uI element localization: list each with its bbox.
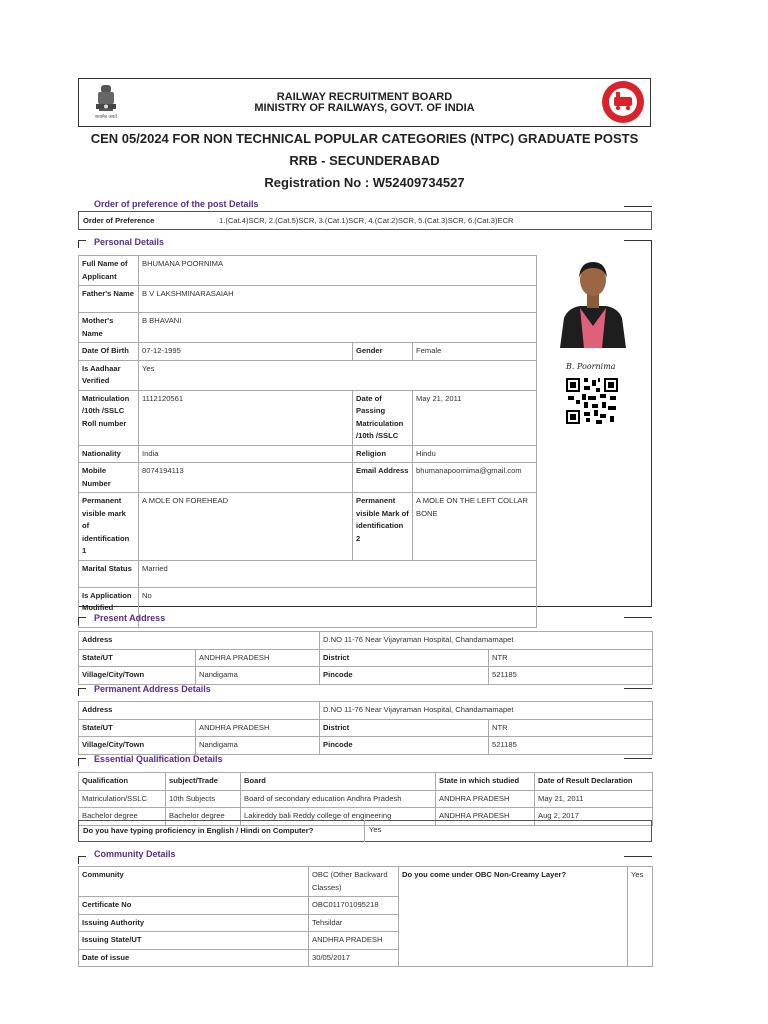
result-date-cell: May 21, 2011 <box>535 790 653 808</box>
aadhaar-value: Yes <box>139 360 537 390</box>
certificate-label: Certificate No <box>79 897 309 915</box>
applicant-signature: B. Poornima <box>566 362 616 371</box>
section-rule <box>624 688 652 689</box>
community-label: Community <box>79 867 309 897</box>
gender-value: Female <box>413 343 537 361</box>
permanent-state-value: ANDHRA PRADESH <box>196 719 320 737</box>
permanent-pincode-value: 521185 <box>489 737 653 755</box>
qualification-cell: Bachelor degree <box>79 808 166 826</box>
modified-value: No <box>139 587 537 627</box>
matric-roll-label: Matriculation /10th /SSLC Roll number <box>79 390 139 445</box>
section-bracket <box>78 856 79 864</box>
section-rule <box>624 617 652 618</box>
authority-label: Issuing Authority <box>79 914 309 932</box>
subject-cell: 10th Subjects <box>166 790 241 808</box>
result-date-cell: Aug 2, 2017 <box>535 808 653 826</box>
present-pincode-label: Pincode <box>320 667 489 685</box>
present-address-value: D.NO 11-76 Near Vijayraman Hospital, Chandamamapet <box>320 632 653 650</box>
preference-section-title: Order of preference of the post Details <box>94 199 259 209</box>
typing-label: Do you have typing proficiency in English / Hindi on Computer? <box>83 826 314 835</box>
qr-code-icon <box>566 378 618 424</box>
certificate-value: OBC011701095218 <box>309 897 399 915</box>
board-cell: Lakireddy bali Reddy college of engineering <box>241 808 436 826</box>
section-rule <box>624 856 652 857</box>
board-cell: Board of secondary education Andhra Pradesh <box>241 790 436 808</box>
mark1-value: A MOLE ON FOREHEAD <box>139 493 353 561</box>
cell-divider <box>364 820 365 842</box>
typing-value: Yes <box>369 825 382 834</box>
religion-label: Religion <box>353 445 413 463</box>
permanent-address-table <box>78 701 653 755</box>
section-bracket <box>78 240 79 248</box>
subject-header: subject/Trade <box>166 773 241 791</box>
passing-date-value: May 21, 2011 <box>413 390 537 445</box>
aadhaar-label: Is Aadhaar Verified <box>79 360 139 390</box>
present-district-label: District <box>320 649 489 667</box>
present-district-value: NTR <box>489 649 653 667</box>
religion-value: Hindu <box>413 445 537 463</box>
issuing-state-value: ANDHRA PRADESH <box>309 932 399 950</box>
ministry-name: MINISTRY OF RAILWAYS, GOVT. OF INDIA <box>254 102 475 114</box>
permanent-village-label: Village/City/Town <box>79 737 196 755</box>
state-cell: ANDHRA PRADESH <box>436 790 535 808</box>
present-village-value: Nandigama <box>196 667 320 685</box>
permanent-address-label: Address <box>79 702 320 720</box>
marital-label: Marital Status <box>79 560 139 587</box>
passing-date-label: Date of Passing Matriculation /10th /SSLC <box>353 390 413 445</box>
table-row <box>79 790 653 808</box>
section-rule <box>624 240 652 241</box>
permanent-district-label: District <box>320 719 489 737</box>
issuing-state-label: Issuing State/UT <box>79 932 309 950</box>
section-bracket <box>78 688 79 696</box>
section-rule <box>78 617 86 618</box>
section-border-right <box>651 240 652 607</box>
board-header: Board <box>241 773 436 791</box>
emblem-caption: सत्यमेव जयते <box>95 114 117 119</box>
permanent-village-value: Nandigama <box>196 737 320 755</box>
full-name-value: BHUMANA POORNIMA <box>139 256 537 286</box>
nationality-label: Nationality <box>79 445 139 463</box>
mother-name-label: Mother's Name <box>79 313 139 343</box>
community-value: OBC (Other Backward Classes) <box>309 867 399 897</box>
authority-value: Tehsildar <box>309 914 399 932</box>
result-date-header: Date of Result Declaration <box>535 773 653 791</box>
email-label: Email Address <box>353 463 413 493</box>
mobile-label: Mobile Number <box>79 463 139 493</box>
ncl-value: Yes <box>628 867 653 967</box>
dob-value: 07-12-1995 <box>139 343 353 361</box>
preference-label: Order of Preference <box>83 216 155 225</box>
mobile-value: 8074194113 <box>139 463 353 493</box>
state-cell: ANDHRA PRADESH <box>436 808 535 826</box>
present-address-section-title: Present Address <box>94 613 166 623</box>
preference-value: 1.(Cat.4)SCR, 2.(Cat.5)SCR, 3.(Cat.1)SCR, 4.(Cat.2)SCR, 5.(Cat.3)SCR, 6.(Cat.3)ECR <box>219 216 514 225</box>
section-rule <box>624 758 652 759</box>
section-bracket <box>78 617 79 625</box>
issue-date-value: 30/05/2017 <box>309 949 399 967</box>
email-value: bhumanapoornima@gmail.com <box>413 463 537 493</box>
applicant-photo <box>556 256 630 348</box>
permanent-state-label: State/UT <box>79 719 196 737</box>
subject-cell: Bachelor degree <box>166 808 241 826</box>
cen-title: CEN 05/2024 FOR NON TECHNICAL POPULAR CATEGORIES (NTPC) GRADUATE POSTS <box>90 131 639 146</box>
section-rule <box>624 206 652 207</box>
mark1-label: Permanent visible mark of identification 1 <box>79 493 139 561</box>
present-village-label: Village/City/Town <box>79 667 196 685</box>
present-state-label: State/UT <box>79 649 196 667</box>
present-address-label: Address <box>79 632 320 650</box>
matric-roll-value: 1112120561 <box>139 390 353 445</box>
mark2-label: Permanent visible Mark of identification 2 <box>353 493 413 561</box>
state-studied-header: State in which studied <box>436 773 535 791</box>
qualification-header: Qualification <box>79 773 166 791</box>
rrb-name: RRB - SECUNDERABAD <box>289 153 440 168</box>
qualification-table <box>78 772 653 826</box>
qualification-section-title: Essential Qualification Details <box>94 754 223 764</box>
qualification-cell: Matriculation/SSLC <box>79 790 166 808</box>
section-rule <box>78 758 86 759</box>
marital-value: Married <box>139 560 537 587</box>
nationality-value: India <box>139 445 353 463</box>
present-state-value: ANDHRA PRADESH <box>196 649 320 667</box>
issue-date-label: Date of issue <box>79 949 309 967</box>
mother-name-value: B BHAVANI <box>139 313 537 343</box>
dob-label: Date Of Birth <box>79 343 139 361</box>
permanent-pincode-label: Pincode <box>320 737 489 755</box>
mark2-value: A MOLE ON THE LEFT COLLAR BONE <box>413 493 537 561</box>
personal-details-table <box>78 255 537 628</box>
permanent-address-section-title: Permanent Address Details <box>94 684 211 694</box>
personal-section-title: Personal Details <box>94 237 165 247</box>
section-bracket <box>78 758 79 766</box>
present-address-table <box>78 631 653 685</box>
section-rule <box>78 688 86 689</box>
father-name-label: Father's Name <box>79 286 139 313</box>
full-name-label: Full Name of Applicant <box>79 256 139 286</box>
section-rule <box>78 856 86 857</box>
section-rule <box>78 240 86 241</box>
gender-label: Gender <box>353 343 413 361</box>
present-pincode-value: 521185 <box>489 667 653 685</box>
board-name: RAILWAY RECRUITMENT BOARD <box>276 91 453 103</box>
registration-number: Registration No : W52409734527 <box>264 175 465 190</box>
permanent-district-value: NTR <box>489 719 653 737</box>
father-name-value: B V LAKSHMINARASAIAH <box>139 286 537 313</box>
ncl-label: Do you come under OBC Non-Creamy Layer? <box>399 867 628 967</box>
community-section-title: Community Details <box>94 849 176 859</box>
permanent-address-value: D.NO 11-76 Near Vijayraman Hospital, Chandamamapet <box>320 702 653 720</box>
community-table <box>78 866 653 967</box>
modified-label: Is Application Modified <box>79 587 139 627</box>
